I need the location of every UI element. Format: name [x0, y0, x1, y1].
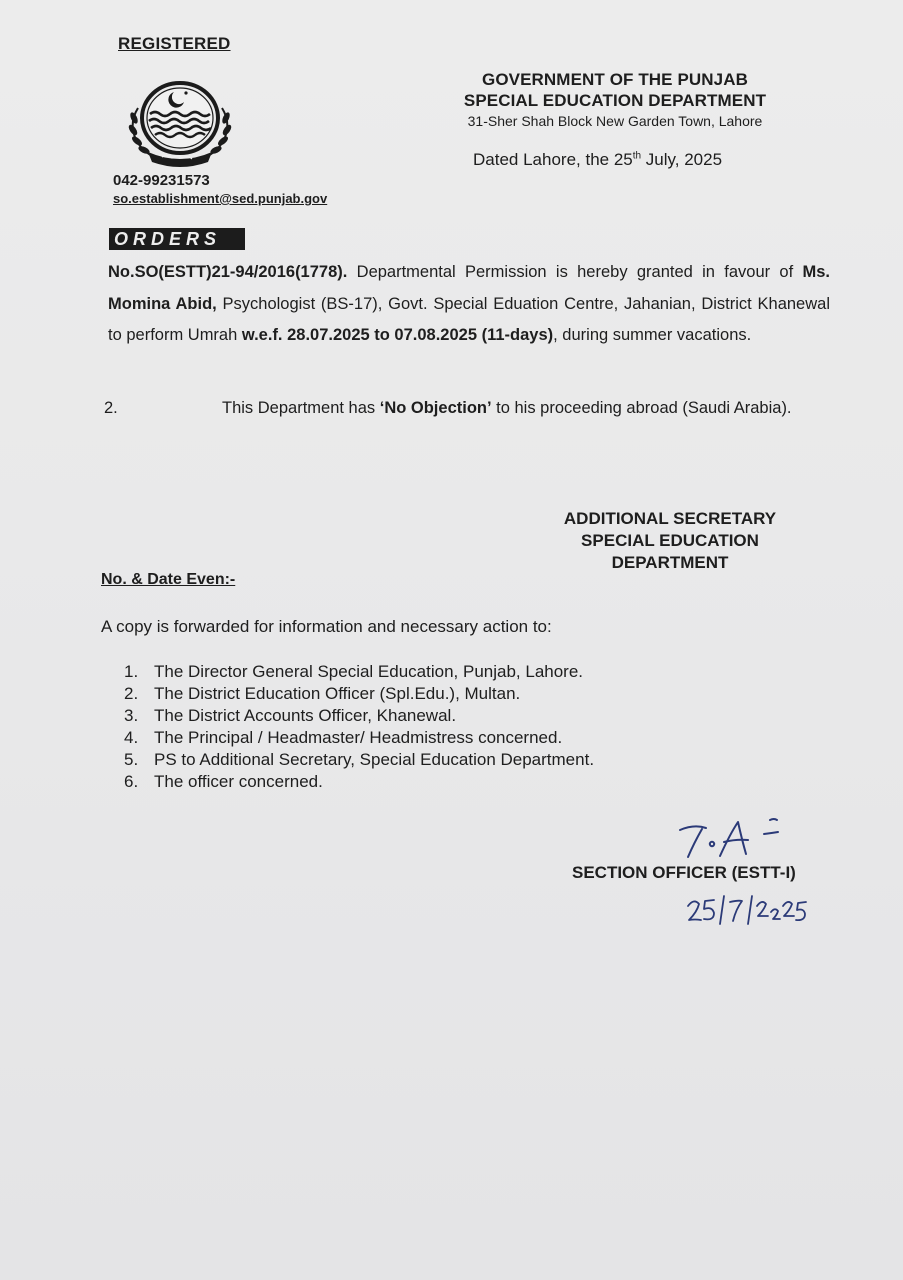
- paragraph-number: 2.: [104, 399, 118, 417]
- order-reference-number: No.SO(ESTT)21-94/2016(1778).: [108, 263, 348, 281]
- order-text-d: This Department has: [222, 399, 380, 417]
- list-item-text: The Principal / Headmaster/ Headmistress concerned.: [154, 728, 563, 747]
- employee-name: Ms. Momina Abid,: [108, 263, 830, 313]
- list-item-text: The District Accounts Officer, Khanewal.: [154, 706, 457, 725]
- leave-period: w.e.f. 28.07.2025 to 07.08.2025 (11-days): [241, 326, 554, 344]
- no-objection-phrase: ‘No Objection’: [379, 399, 492, 417]
- order-text-a: Departmental Permission is hereby granted in favour of: [347, 263, 803, 281]
- order-text-e: to his proceeding abroad (Saudi Arabia).: [491, 399, 792, 417]
- handwritten-date: [684, 892, 814, 928]
- dated-prefix: Dated Lahore, the 25: [473, 150, 633, 169]
- order-paragraph-1: [108, 257, 830, 352]
- department-address: 31-Sher Shah Block New Garden Town, Lahore: [467, 113, 763, 129]
- list-item-text: The Director General Special Education, Punjab, Lahore.: [154, 662, 584, 681]
- dated-suffix: July, 2025: [641, 150, 723, 169]
- signatory-line-1: ADDITIONAL SECRETARY: [563, 509, 777, 528]
- copy-forward-intro: A copy is forwarded for information and necessary action to:: [101, 617, 552, 636]
- list-item-text: The District Education Officer (Spl.Edu.), Multan.: [154, 684, 521, 703]
- list-item-number: 1.: [124, 662, 139, 681]
- signatory-line-3: DEPARTMENT: [611, 553, 729, 572]
- list-item-text: The officer concerned.: [154, 772, 323, 791]
- dated-line: [473, 150, 722, 170]
- additional-secretary-signatory: [540, 508, 800, 574]
- orders-heading: ORDERS: [109, 228, 245, 250]
- order-paragraph-2: [104, 393, 831, 425]
- list-item: [124, 661, 594, 683]
- dated-ordinal: th: [632, 150, 642, 162]
- handwritten-initials-signature: [672, 812, 792, 864]
- list-item: [124, 683, 594, 705]
- distribution-list: [124, 661, 594, 793]
- list-item-number: 6.: [124, 772, 139, 791]
- section-officer-title: SECTION OFFICER (ESTT-I): [572, 863, 796, 882]
- list-item-number: 3.: [124, 706, 139, 725]
- list-item-number: 5.: [124, 750, 139, 769]
- government-title: GOVERNMENT OF THE PUNJAB: [482, 70, 748, 89]
- list-item: [124, 749, 594, 771]
- list-item: [124, 705, 594, 727]
- department-title: SPECIAL EDUCATION DEPARTMENT: [463, 91, 767, 110]
- phone-number: 042-99231573: [113, 172, 210, 189]
- list-item: [124, 771, 594, 793]
- order-text-b: Psychologist (BS-17), Govt. Special Eduation Centre, Jahanian, District Khanewal to perform Umrah: [108, 294, 830, 344]
- list-item-number: 2.: [124, 684, 139, 703]
- no-date-even-heading: No. & Date Even:-: [101, 571, 236, 588]
- list-item-number: 4.: [124, 728, 139, 747]
- list-item: [124, 727, 594, 749]
- list-item-text: PS to Additional Secretary, Special Education Department.: [154, 750, 595, 769]
- order-text-c: , during summer vacations.: [553, 326, 752, 344]
- punjab-government-emblem-icon: [122, 78, 238, 170]
- email-link[interactable]: so.establishment@sed.punjab.gov: [113, 191, 328, 206]
- signatory-line-2: SPECIAL EDUCATION: [581, 531, 759, 550]
- registered-label: REGISTERED: [118, 34, 231, 53]
